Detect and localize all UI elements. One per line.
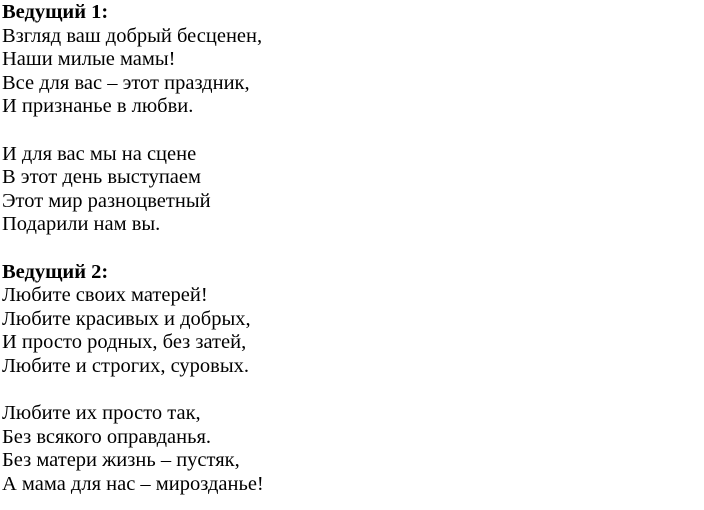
verse-line: Любите их просто так, (2, 402, 201, 425)
stanza (2, 402, 264, 496)
verse-line: Без всякого оправданья. (2, 425, 212, 448)
verse-line: Все для вас – этот праздник, (2, 71, 250, 94)
speaker-heading: Ведущий 2: (2, 260, 109, 283)
verse-line: Этот мир разноцветный (2, 189, 211, 212)
section-host-1 (2, 1, 264, 237)
verse-line: Наши милые мамы! (2, 48, 176, 71)
verse-line: И признанье в любви. (2, 95, 194, 118)
section-host-2 (2, 261, 264, 497)
verse-line: Взгляд ваш добрый бесценен, (2, 24, 263, 47)
verse-line: Любите и строгих, суровых. (2, 354, 249, 377)
document-page (2, 1, 264, 496)
verse-line: И для вас мы на сцене (2, 142, 197, 165)
verse-line: И просто родных, без затей, (2, 331, 247, 354)
verse-line: В этот день выступаем (2, 166, 201, 189)
verse-line: Без матери жизнь – пустяк, (2, 449, 240, 472)
verse-line: Любите красивых и добрых, (2, 307, 251, 330)
stanza (2, 25, 264, 119)
verse-line: Любите своих матерей! (2, 284, 208, 307)
speaker-heading: Ведущий 1: (2, 1, 109, 23)
stanza (2, 284, 264, 378)
verse-line: Подарили нам вы. (2, 213, 161, 236)
stanza (2, 143, 264, 237)
verse-line: А мама для нас – мирозданье! (2, 472, 264, 495)
